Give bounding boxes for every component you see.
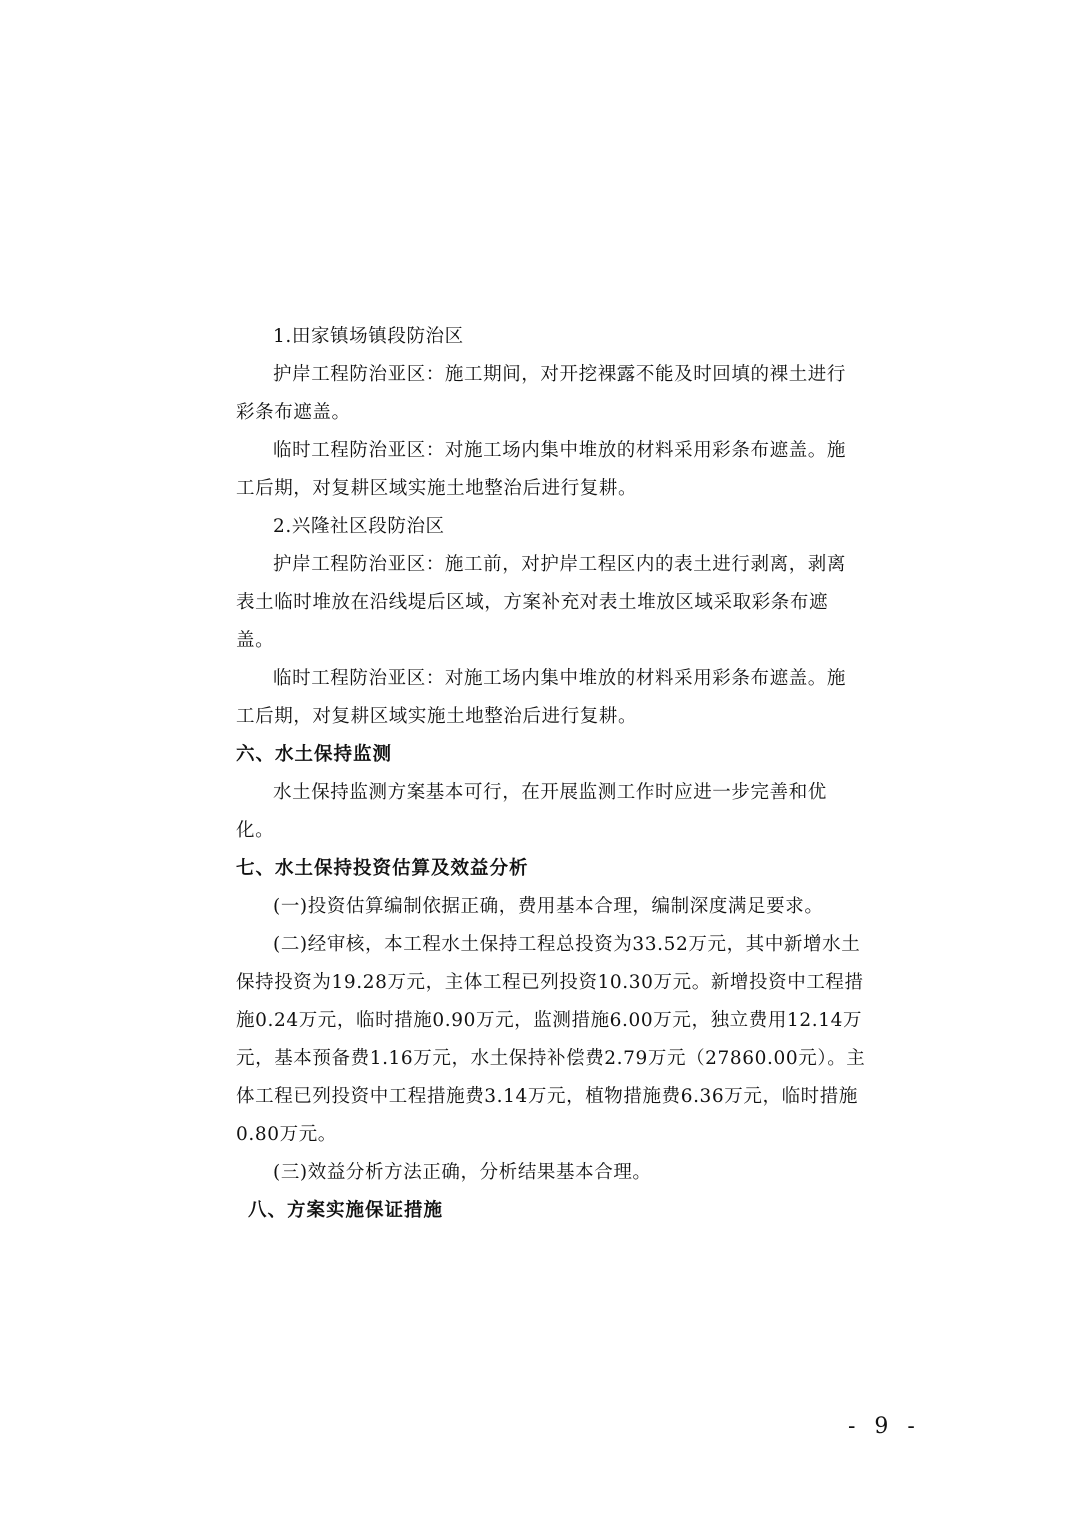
paragraph-line: 表土临时堆放在沿线堤后区域，方案补充对表土堆放区域采取彩条布遮: [236, 592, 829, 613]
section-heading-7: 七、水土保持投资估算及效益分析: [236, 858, 529, 879]
paragraph-line: 体工程已列投资中工程措施费3.14万元，植物措施费6.36万元，临时措施: [236, 1086, 858, 1107]
paragraph-line: (一)投资估算编制依据正确，费用基本合理，编制深度满足要求。: [273, 896, 824, 917]
paragraph-line: 工后期，对复耕区域实施土地整治后进行复耕。: [236, 706, 638, 727]
paragraph-line: 保持投资为19.28万元，主体工程已列投资10.30万元。新增投资中工程措: [236, 972, 864, 993]
section-heading-6: 六、水土保持监测: [236, 744, 393, 765]
paragraph-line: 护岸工程防治亚区：施工期间，对开挖裸露不能及时回填的裸土进行: [273, 364, 847, 385]
paragraph-line: 临时工程防治亚区：对施工场内集中堆放的材料采用彩条布遮盖。施: [273, 668, 847, 689]
paragraph-line: 元，基本预备费1.16万元，水土保持补偿费2.79万元（27860.00元）。主: [236, 1048, 866, 1069]
page-body: [236, 318, 866, 1230]
paragraph-line: (三)效益分析方法正确，分析结果基本合理。: [273, 1162, 652, 1183]
subsection-title-1: 1.田家镇场镇段防治区: [273, 326, 464, 347]
paragraph-line: 盖。: [236, 630, 275, 651]
paragraph-line: 工后期，对复耕区域实施土地整治后进行复耕。: [236, 478, 638, 499]
paragraph-line: 施0.24万元，临时措施0.90万元，监测措施6.00万元，独立费用12.14万: [236, 1010, 863, 1031]
paragraph-line: 临时工程防治亚区：对施工场内集中堆放的材料采用彩条布遮盖。施: [273, 440, 847, 461]
section-heading-8: 八、方案实施保证措施: [248, 1200, 444, 1221]
subsection-title-2: 2.兴隆社区段防治区: [273, 516, 445, 537]
paragraph-line: 化。: [236, 820, 275, 841]
paragraph-line: 0.80万元。: [236, 1124, 337, 1145]
paragraph-line: 彩条布遮盖。: [236, 402, 351, 423]
paragraph-line: (二)经审核，本工程水土保持工程总投资为33.52万元，其中新增水土: [273, 934, 861, 955]
paragraph-line: 护岸工程防治亚区：施工前，对护岸工程区内的表土进行剥离，剥离: [273, 554, 847, 575]
paragraph-line: 水土保持监测方案基本可行，在开展监测工作时应进一步完善和优: [273, 782, 827, 803]
page-number: - 9 -: [848, 1414, 921, 1439]
